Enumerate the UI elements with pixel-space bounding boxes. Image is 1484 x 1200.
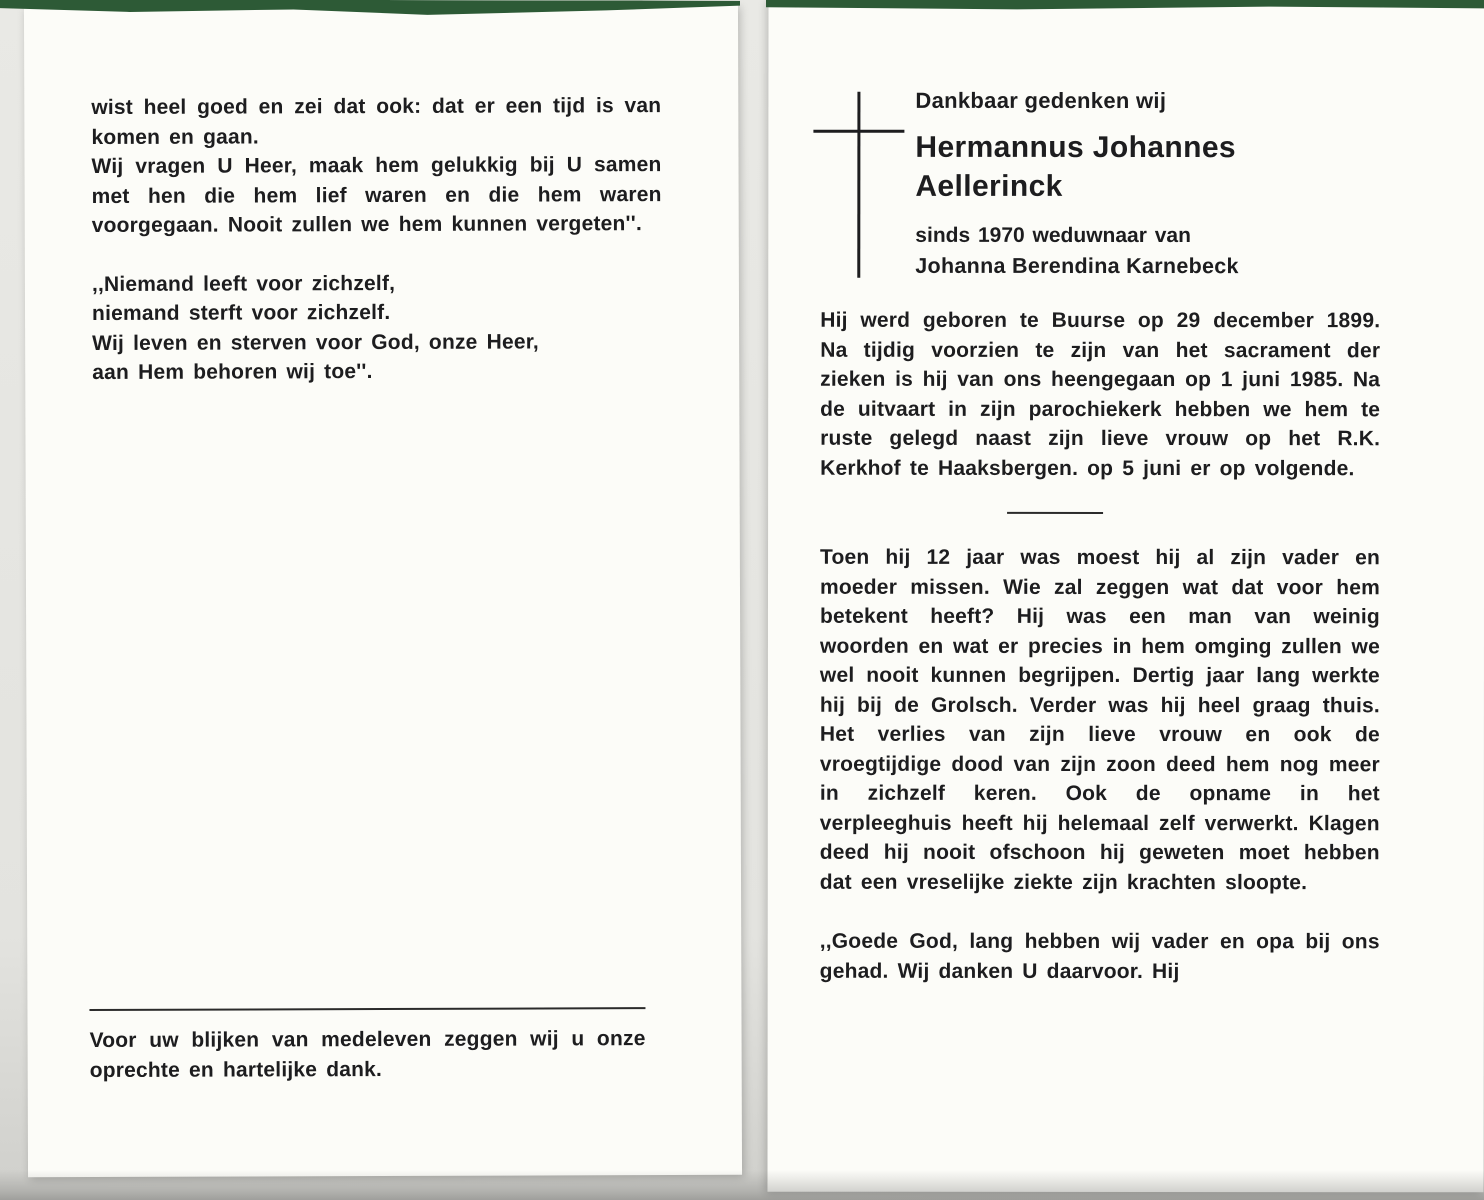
divider-line [89, 1007, 645, 1011]
cross-horizontal-bar [813, 130, 904, 133]
biography-paragraph-2: Toen hij 12 jaar was moest hij al zijn vader en moeder missen. Wie zal zeggen wat dat voor hem betekent heeft? Hij was een man van weinig woorden en wat er precies in hem omging zullen we wel nooit kunnen begrijpen. Dertig jaar lang werkte hij bij de Grolsch. Verder was hij heel graag thuis. Het verlies van zijn lieve vrouw en ook de vroegtijdige dood van zijn zoon deed hem nog meer in zichzelf keren. Ook de opname in het verpleeghuis heeft hij helemaal zelf verwerkt. Klagen deed hij nooit ofschoon hij geweten moet hebben dat een vreselijke ziekte zijn krachten sloopte. [819, 545, 1381, 894]
left-paragraph-1: wist heel goed en zei dat ook: dat er een tijd is van komen en gaan. [91, 94, 662, 149]
spouse-name: Johanna Berendina Karnebeck [915, 253, 1239, 279]
thanks-text: Voor uw blijken van medeleven zeggen wij u onze oprechte en hartelijke dank. [89, 1027, 646, 1082]
intro-text: Dankbaar gedenken wij [915, 87, 1167, 114]
right-page [767, 0, 1484, 1192]
quote-line-4: aan Hem behoren wij toe''. [92, 360, 373, 385]
deceased-name: Hermannus Johannes Aellerinck [915, 130, 1237, 203]
prayer-paragraph: ,,Goede God, lang hebben wij vader en opa bij ons gehad. Wij danken U daarvoor. Hij [819, 929, 1380, 983]
section-divider [1007, 512, 1103, 514]
scan-shadow [0, 1170, 1484, 1200]
left-page [24, 5, 742, 1177]
memorial-quote [92, 268, 662, 388]
biography-paragraph-1: Hij werd geboren te Buurse op 29 december 1899. Na tijdig voorzien te zijn van het sacrament der zieken is hij van ons heengegaan op 1 juni 1985. Na de uitvaart in zijn parochiekerk hebben we hem te ruste gelegd naast zijn lieve vrouw op het R.K. Kerkhof te Haaksbergen. op 5 juni er op volgende. [820, 308, 1381, 480]
quote-line-2: niemand sterft voor zichzelf. [91, 300, 391, 326]
quote-line-1: ,,Niemand leeft voor zichzelf, [91, 271, 396, 296]
widower-line: sinds 1970 weduwnaar van [915, 223, 1191, 248]
quote-line-3: Wij leven en sterven voor God, onze Heer, [92, 329, 539, 355]
memorial-header [915, 88, 1380, 282]
acknowledgement-section [89, 1007, 645, 1085]
left-paragraph-2: Wij vragen U Heer, maak hem gelukkig bij U samen met hen die hem lief waren en die hem waren voorgegaan. Nooit zullen we hem kunnen vergeten''. [91, 153, 662, 238]
cross-vertical-bar [857, 92, 860, 278]
